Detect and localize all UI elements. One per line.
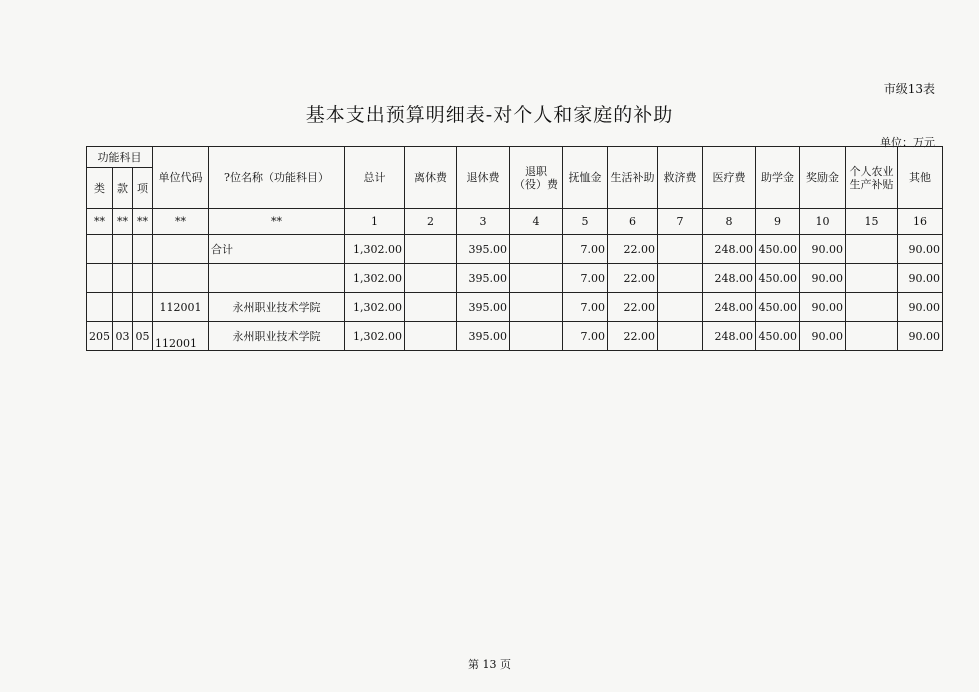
- cell-living: 22.00: [608, 293, 658, 322]
- table-row: [87, 293, 943, 322]
- cell-other: 90.00: [898, 264, 943, 293]
- cell-other: 90.00: [898, 293, 943, 322]
- index-cell: **: [87, 209, 113, 235]
- index-cell: **: [113, 209, 133, 235]
- cell-retire: 395.00: [457, 264, 510, 293]
- cell-xiang: 05: [133, 322, 153, 351]
- index-cell: 3: [457, 209, 510, 235]
- header-demob: 退职（役）费: [510, 147, 563, 209]
- index-cell: 16: [898, 209, 943, 235]
- cell-code: 112001: [153, 322, 209, 351]
- cell-name: 永州职业技术学院: [209, 322, 345, 351]
- cell-relief: [658, 293, 703, 322]
- cell-name: [209, 264, 345, 293]
- cell-pension: 7.00: [563, 235, 608, 264]
- cell-farm: [846, 293, 898, 322]
- cell-pension: 7.00: [563, 293, 608, 322]
- cell-xiang: [133, 293, 153, 322]
- cell-living: 22.00: [608, 264, 658, 293]
- table-row-total: [87, 235, 943, 264]
- header-pension: 抚恤金: [563, 147, 608, 209]
- cell-demob: [510, 322, 563, 351]
- cell-kuan: [113, 293, 133, 322]
- cell-medical: 248.00: [703, 322, 756, 351]
- budget-table-container: [86, 146, 943, 351]
- header-kuan: 款: [113, 168, 133, 209]
- cell-other: 90.00: [898, 235, 943, 264]
- cell-total: 1,302.00: [345, 264, 405, 293]
- cell-code: 112001: [153, 293, 209, 322]
- cell-medical: 248.00: [703, 293, 756, 322]
- cell-living: 22.00: [608, 235, 658, 264]
- index-cell: 1: [345, 209, 405, 235]
- header-farm-subsidy: 个人农业生产补贴: [846, 147, 898, 209]
- cell-name: 合计: [209, 235, 345, 264]
- cell-lei: 205: [87, 322, 113, 351]
- cell-code: [153, 264, 209, 293]
- header-stipend: 助学金: [756, 147, 800, 209]
- cell-kuan: [113, 235, 133, 264]
- cell-kuan: 03: [113, 322, 133, 351]
- cell-total: 1,302.00: [345, 322, 405, 351]
- budget-table: [86, 146, 943, 351]
- cell-lei: [87, 264, 113, 293]
- header-func-group: 功能科目: [87, 147, 153, 168]
- index-row: [87, 209, 943, 235]
- cell-xiang: [133, 235, 153, 264]
- cell-retire: 395.00: [457, 235, 510, 264]
- header-medical: 医疗费: [703, 147, 756, 209]
- cell-lei: [87, 293, 113, 322]
- index-cell: 2: [405, 209, 457, 235]
- cell-name: 永州职业技术学院: [209, 293, 345, 322]
- header-total: 总计: [345, 147, 405, 209]
- cell-total: 1,302.00: [345, 293, 405, 322]
- index-cell: 6: [608, 209, 658, 235]
- table-row: [87, 264, 943, 293]
- cell-total: 1,302.00: [345, 235, 405, 264]
- header-unit-code: 单位代码: [153, 147, 209, 209]
- cell-farm: [846, 235, 898, 264]
- cell-stipend: 450.00: [756, 235, 800, 264]
- header-lei: 类: [87, 168, 113, 209]
- header-retire-leave: 离休费: [405, 147, 457, 209]
- index-cell: 8: [703, 209, 756, 235]
- cell-farm: [846, 322, 898, 351]
- cell-farm: [846, 264, 898, 293]
- index-cell: 10: [800, 209, 846, 235]
- header-xiang: 项: [133, 168, 153, 209]
- cell-other: 90.00: [898, 322, 943, 351]
- cell-retire-leave: [405, 293, 457, 322]
- cell-retire: 395.00: [457, 322, 510, 351]
- header-relief: 救济费: [658, 147, 703, 209]
- cell-retire-leave: [405, 264, 457, 293]
- cell-award: 90.00: [800, 322, 846, 351]
- cell-stipend: 450.00: [756, 293, 800, 322]
- cell-award: 90.00: [800, 235, 846, 264]
- header-retire: 退休费: [457, 147, 510, 209]
- cell-retire: 395.00: [457, 293, 510, 322]
- cell-demob: [510, 293, 563, 322]
- cell-lei: [87, 235, 113, 264]
- index-cell: 9: [756, 209, 800, 235]
- index-cell: 15: [846, 209, 898, 235]
- index-cell: **: [153, 209, 209, 235]
- unit-label: 单位：万元: [880, 136, 935, 149]
- cell-stipend: 450.00: [756, 322, 800, 351]
- cell-pension: 7.00: [563, 264, 608, 293]
- cell-relief: [658, 264, 703, 293]
- index-cell: **: [133, 209, 153, 235]
- page-number: 第 13 页: [468, 658, 511, 671]
- cell-code: [153, 235, 209, 264]
- cell-pension: 7.00: [563, 322, 608, 351]
- cell-award: 90.00: [800, 293, 846, 322]
- cell-retire-leave: [405, 235, 457, 264]
- table-row: [87, 322, 943, 351]
- header-other: 其他: [898, 147, 943, 209]
- cell-xiang: [133, 264, 153, 293]
- cell-relief: [658, 235, 703, 264]
- index-cell: 7: [658, 209, 703, 235]
- index-cell: 5: [563, 209, 608, 235]
- cell-demob: [510, 235, 563, 264]
- header-award: 奖励金: [800, 147, 846, 209]
- cell-medical: 248.00: [703, 235, 756, 264]
- cell-retire-leave: [405, 322, 457, 351]
- table-number: 市级13表: [883, 82, 935, 96]
- index-cell: **: [209, 209, 345, 235]
- header-living: 生活补助: [608, 147, 658, 209]
- cell-living: 22.00: [608, 322, 658, 351]
- cell-relief: [658, 322, 703, 351]
- cell-kuan: [113, 264, 133, 293]
- index-cell: 4: [510, 209, 563, 235]
- header-unit-name: ?位名称（功能科目）: [209, 147, 345, 209]
- cell-medical: 248.00: [703, 264, 756, 293]
- page-title: 基本支出预算明细表-对个人和家庭的补助: [305, 104, 674, 126]
- cell-demob: [510, 264, 563, 293]
- cell-stipend: 450.00: [756, 264, 800, 293]
- cell-award: 90.00: [800, 264, 846, 293]
